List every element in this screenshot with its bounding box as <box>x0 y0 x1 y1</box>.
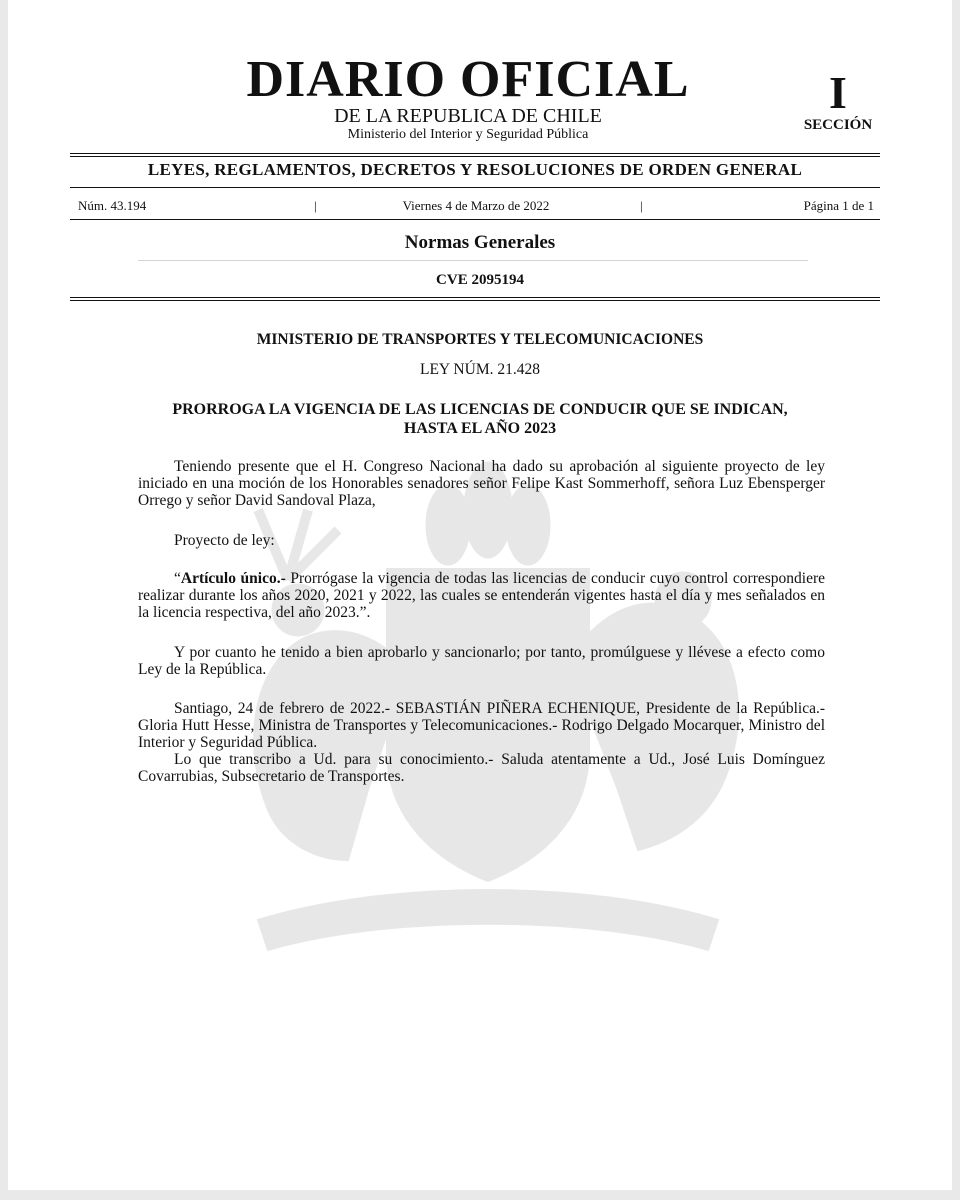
masthead-subtitle: DE LA REPUBLICA DE CHILE <box>334 105 602 127</box>
watermark-motto: POR LA RAZON O LA FUERZA <box>314 893 625 937</box>
law-number: LEY NÚM. 21.428 <box>420 361 540 378</box>
category-divider <box>138 260 808 261</box>
law-title-line: PRORROGA LA VIGENCIA DE LAS LICENCIAS DE CONDUCIR QUE SE INDICAN, <box>172 401 788 418</box>
category-heading: Normas Generales <box>404 232 556 253</box>
cve-code: CVE 2095194 <box>436 272 524 288</box>
masthead-title: DIARIO OFICIAL <box>246 51 690 108</box>
issue-date: Viernes 4 de Marzo de 2022 <box>402 198 550 213</box>
article-open-quote: “ <box>174 570 181 587</box>
masthead-ministry: Ministerio del Interior y Seguridad Pública <box>347 127 589 142</box>
section-number: I <box>829 67 847 118</box>
banner-heading: LEYES, REGLAMENTOS, DECRETOS Y RESOLUCIONES DE ORDEN GENERAL <box>147 160 803 179</box>
law-title <box>128 400 832 438</box>
closing-paragraph: Lo que transcribo a Ud. para su conocimiento.- Saluda atentamente a Ud., José Luis Domínguez Covarrubias, Subsecretario de Transportes. <box>138 751 825 785</box>
law-title-line: HASTA EL AÑO 2023 <box>403 420 557 437</box>
meta-rule <box>70 219 880 220</box>
section-label: SECCIÓN <box>803 117 873 133</box>
proyecto-label: Proyecto de ley: <box>174 532 275 549</box>
article-paragraph <box>138 570 825 621</box>
banner-rule-bottom <box>70 187 880 188</box>
preamble-paragraph: Teniendo presente que el H. Congreso Nacional ha dado su aprobación al siguiente proyecto de ley iniciado en una moción de los Honorables senadores señor Felipe Kast Sommerhoff, señora Luz Ebensperger Orrego y señor David Sandoval Plaza, <box>138 458 825 509</box>
issue-number: Núm. 43.194 <box>78 198 147 213</box>
meta-separator: | <box>640 198 643 213</box>
article-heading: Artículo único.- <box>180 570 286 587</box>
document-page <box>8 0 952 1190</box>
article-text: Prorrógase la vigencia de todas las licencias de conducir cuyo control correspondiere realizar durante los años 2020, 2021 y 2022, las cuales se entenderán vigentes hasta el día y mes señalados en la licencia respectiva, del año 2023.”. <box>138 570 826 621</box>
promulgation-paragraph: Y por cuanto he tenido a bien aprobarlo y sancionarlo; por tanto, promúlguese y llévese a efecto como Ley de la República. <box>138 644 825 678</box>
header-bottom-rule <box>70 297 880 301</box>
page-count: Página 1 de 1 <box>803 198 874 213</box>
signatures-paragraph: Santiago, 24 de febrero de 2022.- SEBASTIÁN PIÑERA ECHENIQUE, Presidente de la República.- Gloria Hutt Hesse, Ministra de Transportes y Telecomunicaciones.- Rodrigo Delgado Mocarquer, Ministro del Interior y Seguridad Pública. Lo que transcribo a Ud. para su conocimiento.- Saluda atentamente a Ud., José Luis Domínguez Covarrubias, Subsecretario de Transportes. <box>138 700 825 785</box>
issuing-ministry: MINISTERIO DE TRANSPORTES Y TELECOMUNICACIONES <box>256 331 704 348</box>
meta-separator: | <box>314 198 317 213</box>
top-double-rule <box>70 153 880 157</box>
